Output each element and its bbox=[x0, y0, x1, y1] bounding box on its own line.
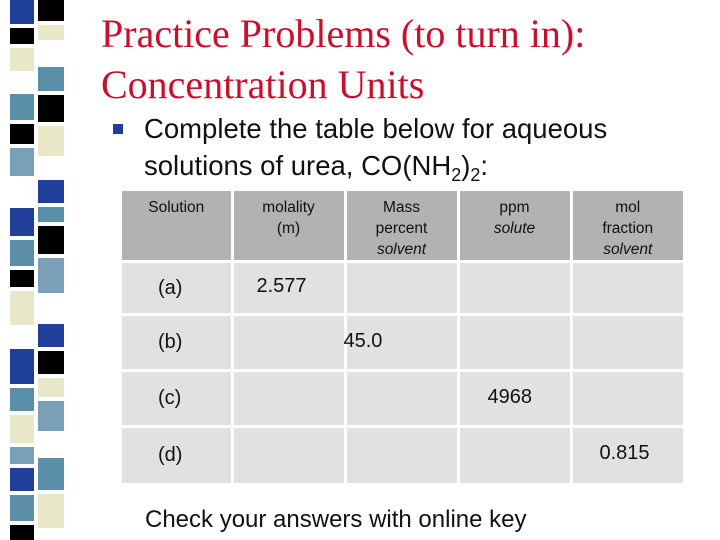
stripe-block bbox=[10, 329, 34, 345]
header-ppm: ppm solute bbox=[458, 191, 571, 262]
stripe-block bbox=[10, 495, 34, 521]
stripe-block bbox=[38, 458, 64, 490]
bullet-line-2: solutions of urea, $CO(NH_2)_2$: bbox=[144, 150, 489, 185]
stripe-block bbox=[38, 297, 64, 320]
stripe-block bbox=[38, 180, 64, 203]
row-label: (a) bbox=[122, 262, 232, 315]
decorative-stripe bbox=[0, 0, 68, 540]
stripe-block bbox=[10, 349, 34, 384]
title-line-2: Concentration Units bbox=[101, 62, 425, 107]
stripe-block bbox=[38, 95, 64, 122]
bullet-line-1: Complete the table below for aqueous bbox=[144, 113, 608, 144]
row-label: (c) bbox=[122, 371, 232, 427]
stripe-block bbox=[10, 48, 34, 71]
stripe-block bbox=[10, 388, 34, 411]
stripe-block bbox=[38, 401, 64, 431]
cell-mass-percent[interactable] bbox=[345, 371, 458, 427]
header-solution: Solution bbox=[122, 191, 232, 262]
header-molality: molality (m) bbox=[232, 191, 345, 262]
stripe-block bbox=[38, 207, 64, 222]
row-label: (d) bbox=[122, 427, 232, 483]
cell-molality[interactable] bbox=[232, 427, 345, 483]
cell-molality[interactable] bbox=[232, 371, 345, 427]
stripe-block bbox=[38, 532, 64, 540]
cell-mol-fraction[interactable] bbox=[571, 371, 683, 427]
stripe-block bbox=[10, 240, 34, 266]
table-row bbox=[122, 427, 683, 483]
stripe-block bbox=[10, 124, 34, 144]
stripe-block bbox=[38, 324, 64, 347]
header-mol-fraction: mol fraction solvent bbox=[571, 191, 683, 262]
cell-ppm[interactable] bbox=[458, 427, 571, 483]
stripe-block bbox=[38, 126, 64, 156]
table-row bbox=[122, 315, 683, 371]
cell-mol-fraction[interactable] bbox=[571, 315, 683, 371]
stripe-block bbox=[10, 0, 34, 24]
cell-mol-fraction[interactable]: 0.815 bbox=[571, 427, 683, 483]
stripe-block bbox=[10, 148, 34, 176]
stripe-block bbox=[38, 378, 64, 397]
stripe-block bbox=[10, 415, 34, 443]
table-header-row bbox=[122, 191, 683, 262]
stripe-block bbox=[10, 180, 34, 204]
slide-title bbox=[101, 8, 701, 110]
stripe-block bbox=[38, 160, 64, 176]
stripe-block bbox=[10, 270, 34, 287]
stripe-block bbox=[10, 28, 34, 44]
title-line-1: Practice Problems (to turn in): bbox=[101, 11, 586, 56]
stripe-block bbox=[38, 435, 64, 454]
stripe-block bbox=[10, 291, 34, 325]
stripe-block bbox=[38, 44, 64, 63]
stripe-block bbox=[38, 258, 64, 293]
cell-ppm[interactable] bbox=[458, 262, 571, 315]
cell-mass-percent[interactable]: 45.0 bbox=[345, 315, 458, 371]
stripe-block bbox=[38, 25, 64, 40]
stripe-block bbox=[10, 94, 34, 120]
stripe-block bbox=[10, 525, 34, 540]
concentration-table bbox=[122, 191, 683, 483]
cell-ppm[interactable]: 4968 bbox=[458, 371, 571, 427]
stripe-block bbox=[10, 447, 34, 464]
stripe-block bbox=[38, 351, 64, 374]
table-row bbox=[122, 262, 683, 315]
stripe-block bbox=[10, 468, 34, 491]
stripe-block bbox=[38, 67, 64, 91]
bullet-square-icon bbox=[113, 124, 123, 134]
cell-molality[interactable]: 2.577 bbox=[232, 262, 345, 315]
stripe-block bbox=[38, 226, 64, 254]
row-label: (b) bbox=[122, 315, 232, 371]
footer-note: Check your answers with online key bbox=[145, 506, 527, 533]
stripe-block bbox=[38, 494, 64, 528]
header-mass-percent: Mass percent solvent bbox=[345, 191, 458, 262]
cell-ppm[interactable] bbox=[458, 315, 571, 371]
stripe-block bbox=[10, 208, 34, 236]
cell-mol-fraction[interactable] bbox=[571, 262, 683, 315]
cell-mass-percent[interactable] bbox=[345, 427, 458, 483]
cell-mass-percent[interactable] bbox=[345, 262, 458, 315]
bullet-text bbox=[144, 110, 704, 184]
table-row bbox=[122, 371, 683, 427]
stripe-block bbox=[10, 75, 34, 90]
stripe-block bbox=[38, 0, 64, 21]
cell-molality[interactable] bbox=[232, 315, 345, 371]
